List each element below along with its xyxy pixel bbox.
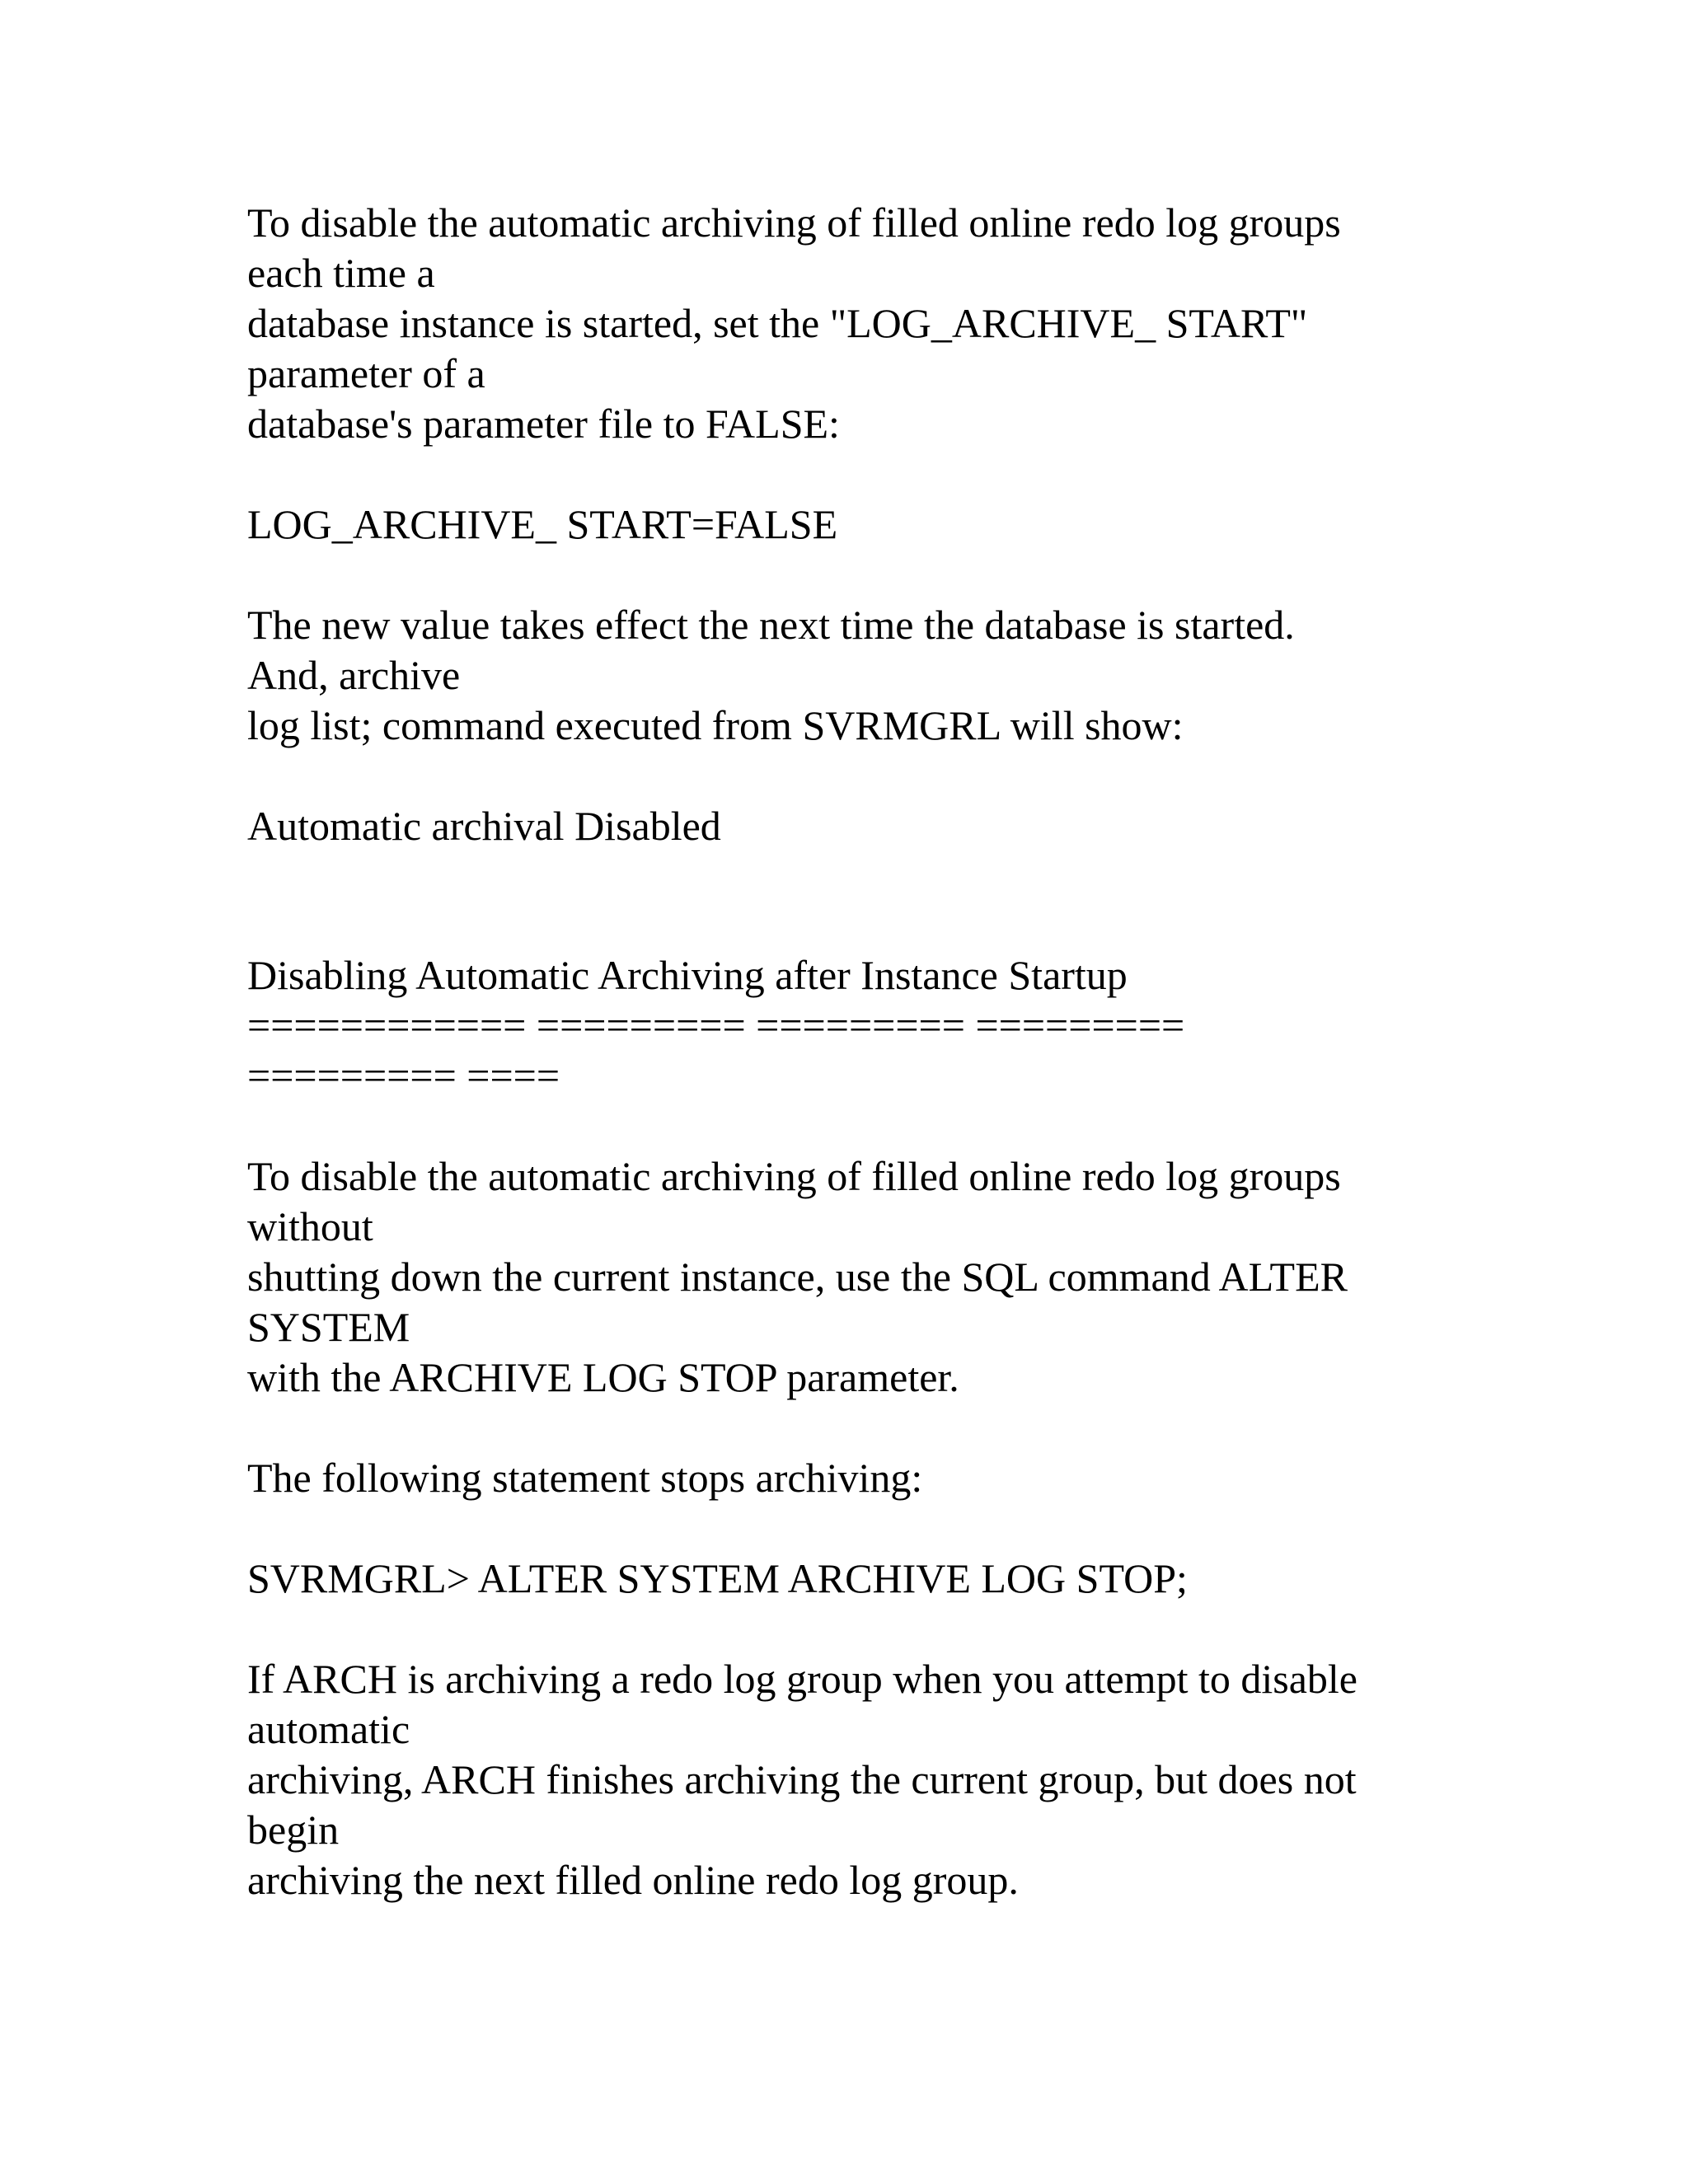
- text-line: parameter of a: [247, 350, 485, 396]
- text-line: To disable the automatic archiving of filled online redo log groups: [247, 199, 1341, 246]
- code-alter-system: SVRMGRL> ALTER SYSTEM ARCHIVE LOG STOP;: [247, 1555, 1188, 1601]
- text-line: automatic: [247, 1706, 410, 1752]
- status-automatic-archival: Automatic archival Disabled: [247, 803, 721, 849]
- text-line: If ARCH is archiving a redo log group when you attempt to disable: [247, 1656, 1357, 1702]
- heading-underline: ========= ====: [247, 1052, 560, 1099]
- text-line: log list; command executed from SVRMGRL will show:: [247, 702, 1184, 748]
- text-line: database's parameter file to FALSE:: [247, 401, 840, 447]
- spacer: [247, 449, 1500, 499]
- paragraph-arch-behavior: [247, 1654, 1500, 1905]
- paragraph-new-value: [247, 600, 1500, 751]
- spacer: [247, 1101, 1500, 1151]
- text-line: And, archive: [247, 652, 461, 698]
- spacer: [247, 902, 1500, 950]
- text-line: SYSTEM: [247, 1304, 410, 1350]
- text-line: with the ARCHIVE LOG STOP parameter.: [247, 1354, 959, 1400]
- paragraph-following-statement: The following statement stops archiving:: [247, 1455, 923, 1501]
- spacer: [247, 751, 1500, 801]
- text-line: shutting down the current instance, use the SQL command ALTER: [247, 1254, 1348, 1300]
- paragraph-alter-system-intro: [247, 1151, 1500, 1403]
- spacer: [247, 1403, 1500, 1453]
- text-line: begin: [247, 1807, 340, 1853]
- text-line: To disable the automatic archiving of filled online redo log groups: [247, 1153, 1341, 1199]
- spacer: [247, 1604, 1500, 1654]
- spacer: [247, 550, 1500, 600]
- spacer: [247, 1503, 1500, 1554]
- text-line: without: [247, 1203, 373, 1249]
- paragraph-archive-start-intro: [247, 198, 1500, 449]
- text-line: archiving the next filled online redo log group.: [247, 1857, 1019, 1903]
- document-body: [247, 198, 1500, 1905]
- code-log-archive-start: LOG_ARCHIVE_ START=FALSE: [247, 501, 838, 547]
- text-line: each time a: [247, 250, 435, 296]
- spacer: [247, 851, 1500, 902]
- text-line: database instance is started, set the "LOG_ARCHIVE_ START": [247, 300, 1308, 346]
- section-heading: Disabling Automatic Archiving after Instance Startup: [247, 952, 1128, 998]
- text-line: archiving, ARCH finishes archiving the current group, but does not: [247, 1756, 1357, 1802]
- text-line: The new value takes effect the next time the database is started.: [247, 602, 1295, 648]
- heading-underline: ============ ========= ========= =========: [247, 1002, 1185, 1048]
